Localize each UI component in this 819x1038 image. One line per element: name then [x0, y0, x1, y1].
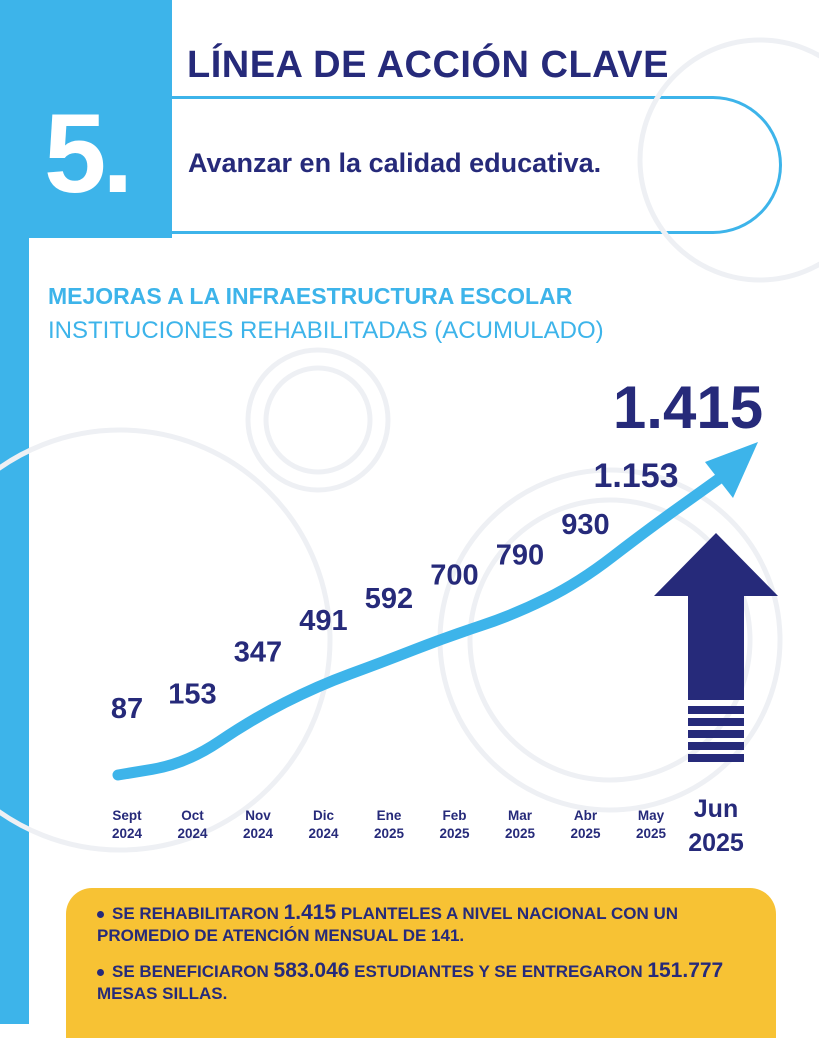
data-label: 700: [430, 559, 479, 592]
x-tick-label-month: Dic: [312, 808, 335, 823]
x-tick-label-month: May: [637, 808, 665, 823]
x-tick-label-year: 2025: [439, 826, 470, 841]
summary-note-1: SE REHABILITARON 1.415 PLANTELES A NIVEL NACIONAL CON UN PROMEDIO DE ATENCIÓN MENSUAL DE 141.: [97, 901, 679, 945]
data-label: 491: [299, 604, 348, 637]
x-tick-label-year: 2025: [688, 829, 744, 857]
data-label: 1.153: [593, 457, 679, 495]
decor-ring: [640, 40, 819, 280]
section-number: 5.: [44, 91, 130, 216]
header-subtitle: Avanzar en la calidad educativa.: [188, 148, 602, 178]
x-tick-label-month: Sept: [112, 808, 142, 823]
bullet-icon: [97, 911, 104, 918]
x-tick-label-month: Feb: [442, 808, 467, 823]
x-tick-label-year: 2025: [373, 826, 405, 841]
background-decoration: [0, 40, 819, 850]
x-tick-label-year: 2024: [308, 826, 339, 841]
x-tick-label-month: Mar: [507, 808, 533, 823]
x-tick-label-month: Ene: [376, 808, 402, 823]
data-label: 790: [495, 539, 545, 572]
header-title: LÍNEA DE ACCIÓN CLAVE: [187, 44, 669, 86]
x-tick-label-year: 2025: [504, 826, 536, 841]
data-label: 347: [233, 636, 283, 669]
data-label: 592: [364, 582, 414, 615]
summary-note-2: SE BENEFICIARON 583.046 ESTUDIANTES Y SE ENTREGARON 151.777 MESAS SILLAS.: [97, 959, 724, 1003]
x-tick-label-year: 2024: [111, 826, 143, 841]
bullet-icon: [97, 969, 104, 976]
x-tick-label-year: 2024: [177, 826, 208, 841]
data-label: 153: [168, 678, 217, 711]
decor-ring: [248, 350, 388, 490]
data-label: 1.415: [612, 374, 764, 441]
x-tick-label-month: Jun: [693, 795, 739, 823]
data-label: 87: [110, 693, 144, 725]
x-tick-label-year: 2024: [242, 826, 274, 841]
x-tick-label-year: 2025: [570, 826, 601, 841]
series-line: [118, 478, 720, 775]
data-label: 930: [561, 509, 610, 542]
x-tick-label-year: 2025: [635, 826, 667, 841]
decor-ring: [266, 368, 370, 472]
x-tick-label-month: Oct: [181, 808, 204, 823]
chart-title: MEJORAS A LA INFRAESTRUCTURA ESCOLAR: [48, 283, 573, 309]
chart-subtitle: INSTITUCIONES REHABILITADAS (ACUMULADO): [48, 317, 604, 344]
x-tick-label-month: Nov: [245, 808, 271, 823]
x-tick-label-month: Abr: [573, 808, 598, 823]
